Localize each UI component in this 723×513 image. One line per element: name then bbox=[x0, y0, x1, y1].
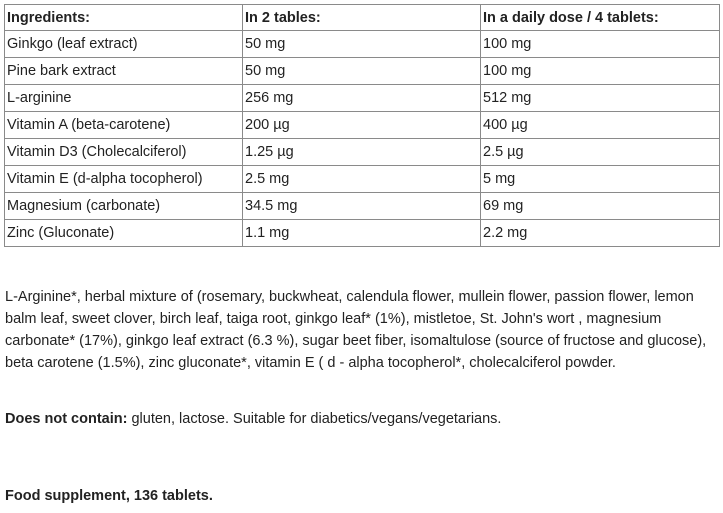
ingredient-name: Pine bark extract bbox=[5, 58, 243, 85]
does-not-contain-paragraph bbox=[5, 408, 501, 430]
does-not-contain-label: Does not contain: bbox=[5, 411, 128, 427]
header-in-2-tablets: In 2 tables: bbox=[243, 5, 481, 31]
amount-2-tablets: 256 mg bbox=[243, 85, 481, 112]
amount-2-tablets: 50 mg bbox=[243, 58, 481, 85]
header-daily-dose: In a daily dose / 4 tablets: bbox=[481, 5, 720, 31]
amount-2-tablets: 1.25 µg bbox=[243, 139, 481, 166]
table-row bbox=[5, 58, 720, 85]
table-row bbox=[5, 85, 720, 112]
amount-2-tablets: 200 µg bbox=[243, 112, 481, 139]
composition-paragraph: L-Arginine*, herbal mixture of (rosemary, buckwheat, calendula flower, mullein flower, passion flower, lemon balm leaf, sweet clover, birch leaf, taiga root, ginkgo leaf* (1%), mistletoe, St. John's wort , magnesium carbonate* (17%), ginkgo leaf extract (6.3 %), sugar beet fiber, isomaltulose (source of fructose and glucose), beta carotene (1.5%), zinc gluconate*, vitamin E ( d - alpha tocopherol*, cholecalciferol powder. bbox=[5, 289, 707, 371]
ingredients-table bbox=[4, 4, 720, 247]
amount-daily-dose: 100 mg bbox=[481, 58, 720, 85]
ingredient-name: Vitamin D3 (Cholecalciferol) bbox=[5, 139, 243, 166]
table-row bbox=[5, 31, 720, 58]
amount-daily-dose: 2.2 mg bbox=[481, 220, 720, 247]
does-not-contain-text: gluten, lactose. Suitable for diabetics/vegans/vegetarians. bbox=[127, 411, 502, 427]
amount-daily-dose: 69 mg bbox=[481, 193, 720, 220]
header-ingredients: Ingredients: bbox=[5, 5, 243, 31]
amount-2-tablets: 50 mg bbox=[243, 31, 481, 58]
amount-daily-dose: 512 mg bbox=[481, 85, 720, 112]
table-row bbox=[5, 166, 720, 193]
ingredient-name: Zinc (Gluconate) bbox=[5, 220, 243, 247]
amount-2-tablets: 34.5 mg bbox=[243, 193, 481, 220]
ingredient-name: Vitamin E (d-alpha tocopherol) bbox=[5, 166, 243, 193]
table-row bbox=[5, 139, 720, 166]
table-row bbox=[5, 220, 720, 247]
ingredient-name: Magnesium (carbonate) bbox=[5, 193, 243, 220]
amount-daily-dose: 100 mg bbox=[481, 31, 720, 58]
table-row bbox=[5, 112, 720, 139]
ingredient-name: Ginkgo (leaf extract) bbox=[5, 31, 243, 58]
amount-daily-dose: 2.5 µg bbox=[481, 139, 720, 166]
table-row bbox=[5, 193, 720, 220]
table-header-row bbox=[5, 5, 720, 31]
amount-daily-dose: 400 µg bbox=[481, 112, 720, 139]
amount-2-tablets: 1.1 mg bbox=[243, 220, 481, 247]
ingredient-name: Vitamin A (beta-carotene) bbox=[5, 112, 243, 139]
ingredient-name: L-arginine bbox=[5, 85, 243, 112]
food-supplement-note: Food supplement, 136 tablets. bbox=[5, 488, 213, 504]
amount-2-tablets: 2.5 mg bbox=[243, 166, 481, 193]
amount-daily-dose: 5 mg bbox=[481, 166, 720, 193]
